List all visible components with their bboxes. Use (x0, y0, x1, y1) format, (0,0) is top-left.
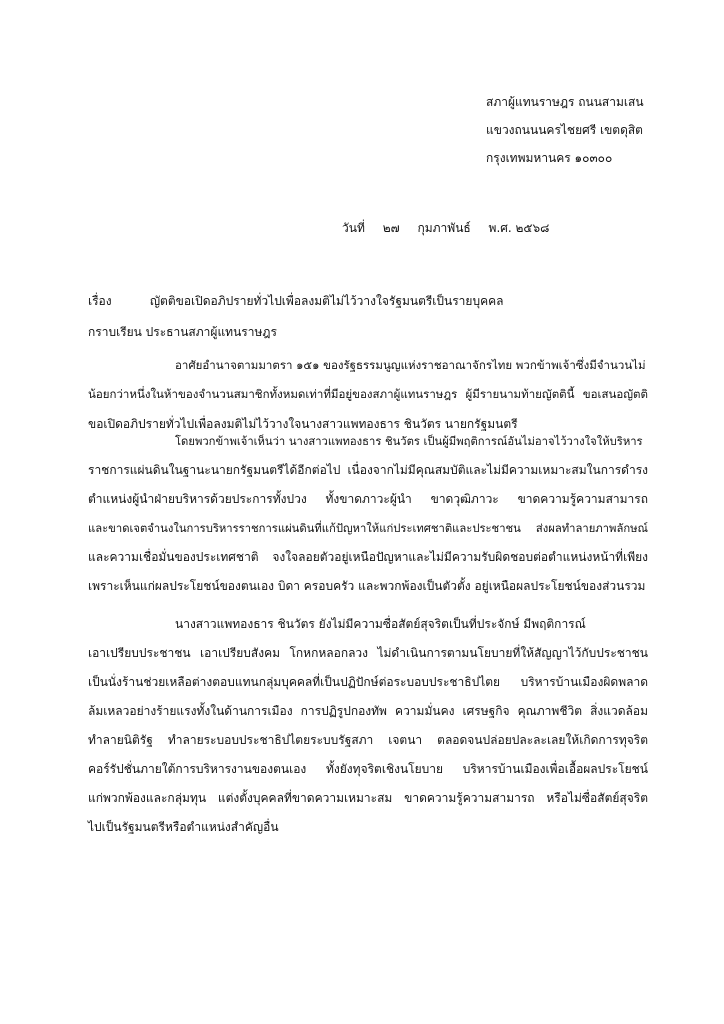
paragraph-line: ขอเปิดอภิปรายทั่วไปเพื่อลงมติไม่ไว้วางใจนางสาวแพทองธาร ชินวัตร นายกรัฐมนตรี (88, 417, 518, 431)
paragraph-line: ล้มเหลวอย่างร้ายแรงทั้งในด้านการเมือง การปฏิรูปกองทัพ ความมั่นคง เศรษฐกิจ คุณภาพชีวิต สิ่งแวดล้อม (88, 704, 648, 718)
date-day: ๒๗ (382, 221, 400, 235)
date-label: วันที่ (342, 221, 365, 235)
paragraph-line: นางสาวแพทองธาร ชินวัตร ยังไม่มีความซื่อสัตย์สุจริตเป็นที่ประจักษ์ มีพฤติการณ์ (175, 617, 586, 631)
paragraph-line: ไปเป็นรัฐมนตรีหรือตำแหน่งสำคัญอื่น (88, 820, 279, 834)
paragraph-line: เพราะเห็นแก่ผลประโยชน์ของตนเอง บิดา ครอบครัว และพวกพ้องเป็นตัวตั้ง อยู่เหนือผลประโยชน์ของส่วนรวม (88, 579, 646, 593)
sender-address-line-1: สภาผู้แทนราษฎร ถนนสามเสน (486, 95, 644, 109)
date-month: กุมภาพันธ์ (417, 221, 471, 235)
paragraph-line: อาศัยอำนาจตามมาตรา ๑๕๑ ของรัฐธรรมนูญแห่งราชอาณาจักรไทย พวกข้าพเจ้าซึ่งมีจำนวนไม่ (175, 358, 646, 372)
paragraph-line: คอร์รัปชั่นภายใต้การบริหารงานของตนเอง ทั้งยังทุจริตเชิงนโยบาย บริหารบ้านเมืองเพื่อเอื้อผลประโยชน์ (88, 762, 648, 776)
paragraph-line: เป็นนั่งร้านช่วยเหลือต่างตอบแทนกลุ่มบุคคลที่เป็นปฏิปักษ์ต่อระบอบประชาธิปไตย บริหารบ้านเมืองผิดพลาด (88, 675, 648, 689)
paragraph-line: น้อยกว่าหนึ่งในห้าของจำนวนสมาชิกทั้งหมดเท่าที่มีอยู่ของสภาผู้แทนราษฎร ผู้มีรายนามท้ายญัตตินี้ ขอเสนอญัตติ (88, 387, 648, 401)
paragraph-line: และขาดเจตจำนงในการบริหารราชการแผ่นดินที่แก้ปัญหาให้แก่ประเทศชาติและประชาชน ส่งผลทำลายภาพลักษณ์ (88, 522, 648, 535)
paragraph-line: เอาเปรียบประชาชน เอาเปรียบสังคม โกหกหลอกลวง ไม่ดำเนินการตามนโยบายที่ให้สัญญาไว้กับประชาชน (88, 646, 648, 660)
sender-address-line-2: แขวงถนนนครไชยศรี เขตดุสิต (486, 123, 643, 137)
paragraph-line: โดยพวกข้าพเจ้าเห็นว่า นางสาวแพทองธาร ชินวัตร เป็นผู้มีพฤติการณ์อันไม่อาจไว้วางใจให้บริหาร (175, 435, 643, 448)
subject-text: ญัตติขอเปิดอภิปรายทั่วไปเพื่อลงมติไม่ไว้วางใจรัฐมนตรีเป็นรายบุคคล (149, 294, 504, 308)
subject-line (88, 292, 503, 311)
paragraph-line: แก่พวกพ้องและกลุ่มทุน แต่งตั้งบุคคลที่ขาดความเหมาะสม ขาดความรู้ความสามารถ หรือไม่ซื่อสัตย์สุจริต (88, 791, 648, 805)
letter-date (342, 219, 563, 238)
sender-address-line-3: กรุงเทพมหานคร ๑๐๓๐๐ (486, 151, 613, 165)
date-year: พ.ศ. ๒๕๖๘ (488, 221, 550, 235)
paragraph-line: และความเชื่อมั่นของประเทศชาติ จงใจลอยตัวอยู่เหนือปัญหาและไม่มีความรับผิดชอบต่อตำแหน่งหน้าที่เพียง (88, 550, 648, 564)
paragraph-line: ตำแหน่งผู้นำฝ่ายบริหารด้วยประการทั้งปวง ทั้งขาดภาวะผู้นำ ขาดวุฒิภาวะ ขาดความรู้ความสามารถ (88, 492, 648, 506)
salutation: กราบเรียน ประธานสภาผู้แทนราษฎร (88, 325, 277, 339)
paragraph-line: ราชการแผ่นดินในฐานะนายกรัฐมนตรีได้อีกต่อไป เนื่องจากไม่มีคุณสมบัติและไม่มีความเหมาะสมในการดำรง (88, 463, 648, 477)
paragraph-line: ทำลายนิติรัฐ ทำลายระบอบประชาธิปไตยระบบรัฐสภา เจตนา ตลอดจนปล่อยปละละเลยให้เกิดการทุจริต (88, 733, 648, 747)
subject-label: เรื่อง (88, 294, 112, 308)
